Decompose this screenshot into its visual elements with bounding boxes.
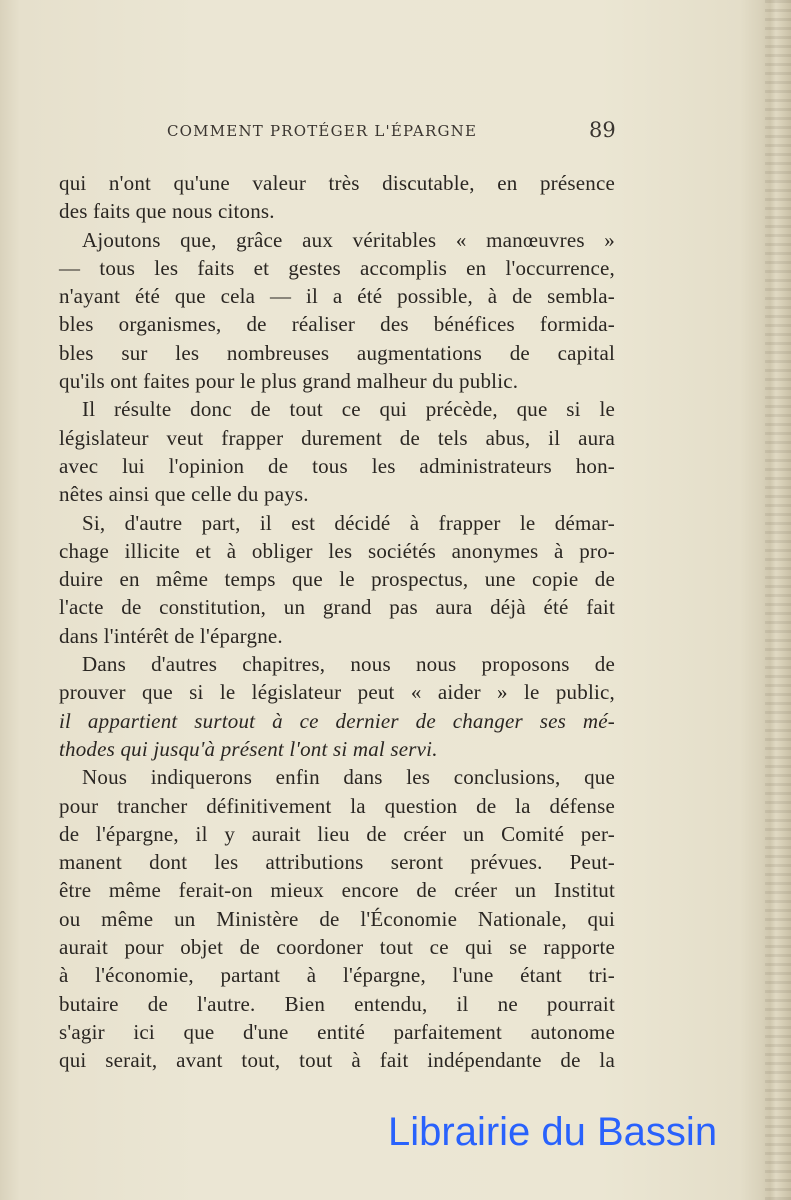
text-line: à l'économie, partant à l'épargne, l'une étant tri-: [59, 963, 615, 988]
text-line: des faits que nous citons.: [59, 199, 275, 224]
text-line: bles organismes, de réaliser des bénéfices formida-: [59, 312, 615, 337]
text-line: duire en même temps que le prospectus, une copie de: [59, 567, 615, 592]
text-line: aurait pour objet de coordoner tout ce qui se rapporte: [59, 935, 615, 960]
text-line: pour trancher définitivement la question de la défense: [59, 793, 615, 818]
text-line: dans l'intérêt de l'épargne.: [59, 623, 283, 648]
text-line: il appartient surtout à ce dernier de changer ses mé-: [59, 708, 615, 733]
text-line: chage illicite et à obliger les sociétés anonymes à pro-: [59, 538, 615, 563]
text-line: Il résulte donc de tout ce qui précède, que si le: [82, 397, 615, 422]
page-edge: [765, 0, 791, 1200]
body-text: [59, 169, 615, 1075]
text-line: qu'ils ont faites pour le plus grand malheur du public.: [59, 369, 519, 394]
text-line: qui n'ont qu'une valeur très discutable, en présence: [59, 171, 615, 195]
text-line: prouver que si le législateur peut « aider » le public,: [59, 680, 615, 705]
watermark: Librairie du Bassin: [388, 1110, 718, 1154]
text-line: Ajoutons que, grâce aux véritables « manœuvres »: [82, 227, 615, 252]
text-line: thodes qui jusqu'à présent l'ont si mal servi.: [59, 736, 438, 761]
text-line: n'ayant été que cela — il a été possible, à de sembla-: [59, 284, 615, 309]
text-line: s'agir ici que d'une entité parfaitement autonome: [59, 1019, 615, 1044]
text-line: avec lui l'opinion de tous les administrateurs hon-: [59, 453, 615, 478]
text-line: législateur veut frapper durement de tels abus, il aura: [59, 425, 615, 450]
text-line: bles sur les nombreuses augmentations de capital: [59, 340, 615, 365]
text-line: manent dont les attributions seront prévues. Peut-: [59, 850, 615, 875]
running-title: COMMENT PROTÉGER L'ÉPARGNE: [167, 122, 478, 140]
text-line: nêtes ainsi que celle du pays.: [59, 482, 309, 507]
text-line: être même ferait-on mieux encore de créer un Institut: [59, 878, 615, 903]
text-line: qui serait, avant tout, tout à fait indépendante de la: [59, 1048, 615, 1073]
text-line: ou même un Ministère de l'Économie Nationale, qui: [59, 906, 615, 931]
text-line: Nous indiquerons enfin dans les conclusions, que: [82, 765, 615, 790]
text-line: — tous les faits et gestes accomplis en l'occurrence,: [59, 255, 615, 280]
text-line: l'acte de constitution, un grand pas aura déjà été fait: [59, 595, 615, 620]
text-line: Dans d'autres chapitres, nous nous proposons de: [82, 652, 615, 677]
text-line: Si, d'autre part, il est décidé à frapper le démar-: [82, 510, 615, 535]
text-line: de l'épargne, il y aurait lieu de créer un Comité per-: [59, 821, 615, 846]
page-number: 89: [589, 118, 616, 142]
text-line: butaire de l'autre. Bien entendu, il ne pourrait: [59, 991, 615, 1016]
